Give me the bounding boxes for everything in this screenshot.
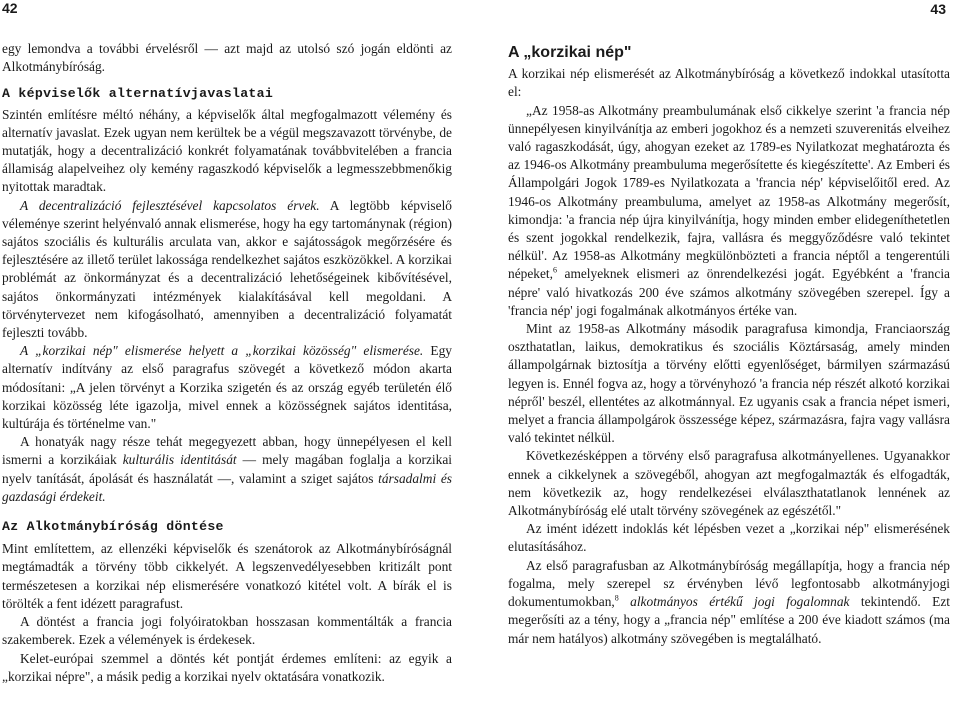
- paragraph-5: Mint említettem, az ellenzéki képviselők és szenátorok az Alkotmánybíróságnál megtámadták a törvény több cikkelyét. A legszenvedélyesebben kritizált pont természetesen a korzikai nép elismerésére vonatkozó kitétel volt. A bírák el is törölték a fent idézett paragrafust.: [2, 541, 452, 611]
- page-number-left: 42: [2, 0, 18, 16]
- paragraph-4-part-c: — mely magában foglalja a korzikai nyelv tanítását, ápolását és használatát —, valamint a sziget sajátos: [2, 452, 453, 486]
- paragraph-7: Kelet-európai szemmel a döntés két pontját érdemes említeni: az egyik a „korzikai népre", a másik pedig a korzikai nyelv oktatására vonatkozik.: [2, 650, 452, 684]
- right-paragraph-4: Következésképpen a törvény első paragrafusa alkotmányellenes. Ugyanakkor ennek a cikkelynek a szövegéből, ahogyan azt megfogalmazták és elfogadták, nem következik az, hogy rendelkezései elválaszthatatlanok lennének az Alkotmánybíróság elé utalt törvény szövegének az egészétől.": [508, 448, 950, 519]
- right-paragraph-2-part-b: amelyeknek elismeri az önrendelkezési jogát. Egyébként a 'francia népre' való hivatkozás 200 éve számos alkotmány szövegében szerepel. Így a 'francia nép' jogi fogalmának alkotmányos értéke van.: [508, 266, 950, 318]
- paragraph-6: A döntést a francia jogi folyóiratokban hosszasan kommentálták a francia szakemberek. Ezek a vélemények is érdekesek.: [2, 614, 452, 648]
- paragraph-4-part-a: A honatyák nagy része tehát megegyezett abban, hogy ünnepélyesen el kell ismerni a korzikáiak: [2, 434, 452, 468]
- right-paragraph-1: A korzikai nép elismerését az Alkotmánybíróság a következő indokkal utasította el:: [508, 66, 950, 100]
- intro-paragraph: egy lemondva a további érvelésről — azt majd az utolsó szó jogán eldönti az Alkotmánybíróság.: [2, 41, 452, 75]
- footnote-ref-6: 6: [552, 265, 557, 275]
- right-paragraph-2-part-a: „Az 1958-as Alkotmány preambulumának első cikkelye szerint 'a francia nép ünnepélyesen kinyilvánítja az emberi jogokhoz és a nemzeti szuverenitás elveihez való ragaszkodását, úgy, ahogyan ezeket az 1789-es Nyilatkozat meghatározta és az 1946-os Alkotmány preambuluma megerősítette és kiegészítette'. Az Emberi és Állampolgári Jogok 1789-es Nyilatkozata a 'francia nép' képviselőitől ered. Az 1946-os Alkotmány preambuluma, amelyet az 1958-as Alkotmány megerősít, kimondja: 'a francia nép újra kinyilvánítja, hogy minden ember elidegeníthetetlen és szent jogokkal rendelkezik, fajra, vallásra és meggyőződésre való tekintet nélkül'. Az 1958-as Alkotmány megkülönbözteti a francia néptől a tengerentúli népeket,: [508, 102, 950, 282]
- section-heading-court-decision: Az Alkotmánybíróság döntése: [2, 519, 224, 535]
- right-paragraph-6-part-a: Az első paragrafusban az Alkotmánybíróság megállapítja, hogy a francia nép fogalma, mely szerepel sz érvényben lévő legfontosabb alkotmányjogi dokumentumokban,: [508, 557, 950, 610]
- right-paragraph-6-part-c: tekintendő. Ezt megerősíti az a tény, hogy a „francia nép" említése a 200 éve kiadott számos (ma már nem hatályos) alkotmány szövegében is megtalálható.: [508, 594, 950, 646]
- paragraph-2: [2, 197, 452, 343]
- paragraph-2-lead: A decentralizáció fejlesztésével kapcsolatos érvek.: [20, 197, 320, 213]
- paragraph-3-lead: A „korzikai nép" elismerése helyett a „korzikai közösség" elismerése.: [20, 343, 424, 359]
- left-column: [2, 40, 452, 686]
- paragraph-4-part-b: kulturális identitását: [122, 452, 237, 468]
- right-paragraph-6: [508, 557, 950, 648]
- paragraph-3: [2, 342, 452, 433]
- footnote-ref-8: 8: [614, 593, 619, 603]
- right-column: [508, 44, 950, 648]
- section-heading-alternatives: A képviselők alternatívjavaslatai: [2, 86, 274, 102]
- paragraph-2-body: A legtöbb képviselő véleménye szerint helyénvaló annak elismerése, hogy ha egy tartománynak (région) sajátos szociális és kulturális arculata van, akkor e sajátosságok megőrzésére és fejlesztésére az illető terület lakossága rendelkezhet sajátos eszközökkel. A korzikai problémát az önkormányzat és a decentralizáció lehetőségeinek kibővítésével, sajátos önkormányzati intézmények kialakításával kell megoldani. A törvénytervezet nem kifogásolható, amennyiben a decentralizáció folyamatát fejleszti tovább.: [2, 197, 452, 341]
- paragraph-4: [2, 433, 452, 506]
- paragraph-4-part-d: társadalmi és gazdasági érdekeit.: [2, 470, 452, 504]
- page-number-right: 43: [930, 1, 946, 17]
- right-paragraph-6-part-b: alkotmányos értékű jogi fogalomnak: [618, 594, 850, 610]
- right-paragraph-3: Mint az 1958-as Alkotmány második paragrafusa kimondja, Franciaország oszthatatlan, laikus, demokratikus és szociális Köztársaság, amely minden állampolgárnak biztosítja a törvény előtti egyenlőséget, bármilyen származású legyen is. Ennél fogva az, hogy a törvényhozó 'a francia nép részét alkotó korzikai népről' beszél, ellentétes az alkotmánnyal. Ez ugyanis csak a francia népet ismeri, melyet a francia állampolgárok összessége képez, származásra, fajra vagy vallásra való tekintet nélkül.: [508, 321, 950, 446]
- right-paragraph-5: Az imént idézett indoklás két lépésben vezet a „korzikai nép" elismerésének elutasításához.: [508, 521, 950, 555]
- paragraph-1: Szintén említésre méltó néhány, a képviselők által megfogalmazott vélemény és alternatív javaslat. Ezek ugyan nem kerültek be a végül megszavazott törvénybe, de mutatják, hogy a decentralizáció konkrét folyamatának továbbvitelében a francia államiság alapelveihez oly kemény ragaszkodó képviselők a legmesszebbmenőkig nyitottak maradtak.: [2, 106, 452, 195]
- paragraph-3-body: Egy alternatív indítvány az első paragrafus szövegét a következő módon akarta módosítani: „A jelen törvényt a Korzika szigetén és az ország egyéb területén élő korzikai közösség léte igazolja, mivel ennek a közösségnek sajátos identitása, kultúrája és történelme van.": [2, 343, 452, 432]
- right-paragraph-2: [508, 102, 950, 320]
- section-heading-corsican-people: A „korzikai nép": [508, 44, 632, 61]
